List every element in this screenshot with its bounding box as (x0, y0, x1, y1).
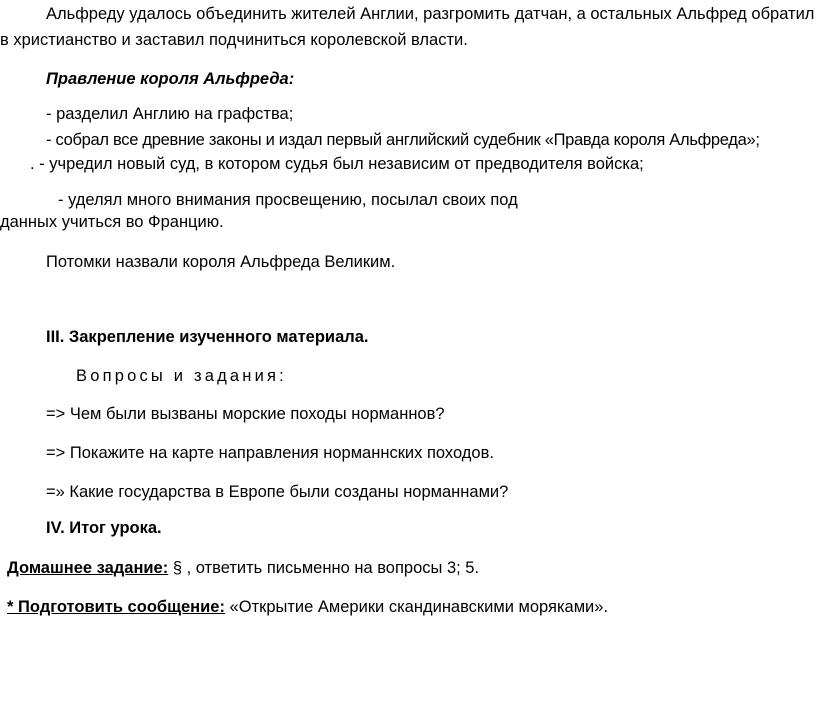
report-line (7, 597, 608, 617)
reign-heading: Правление короля Альфреда: (46, 70, 295, 88)
homework-text: § , ответить письменно на вопросы 3; 5. (168, 559, 480, 577)
reign-item-1: - разделил Англию на графства; (46, 105, 294, 123)
reign-item-2: - собрал все древние законы и издал первый английский судебник «Правда короля Альфреда»; (46, 131, 760, 149)
reign-item-4: - уделял много внимания просвещению, посылал своих под (58, 191, 518, 209)
descendants-text: Потомки назвали короля Альфреда Великим. (46, 253, 396, 271)
question-2: => Покажите на карте направления норманнских походов. (46, 444, 494, 462)
report-text: «Открытие Америки скандинавскими моряками». (224, 598, 609, 616)
reign-item-3: . - учредил новый суд, в котором судья был независим от предводителя войска; (30, 155, 644, 173)
homework-label: Домашнее задание: (7, 559, 169, 577)
question-3: =» Какие государства в Европе были созданы норманнами? (46, 483, 509, 501)
question-1: => Чем были вызваны морские походы норманнов? (46, 405, 445, 423)
intro-line-1: Альфреду удалось объединить жителей Англии, разгромить датчан, а остальных Альфред обратил (46, 5, 815, 23)
section-3-heading: III. Закрепление изученного материала. (46, 328, 369, 346)
questions-label: Вопросы и задания: (76, 367, 287, 385)
intro-line-2: в христианство и заставил подчиниться королевской власти. (0, 31, 468, 49)
section-4-heading: IV. Итог урока. (46, 519, 162, 537)
homework-line (7, 558, 479, 578)
reign-item-5: данных учиться во Францию. (0, 213, 224, 231)
report-label: * Подготовить сообщение: (7, 598, 225, 616)
